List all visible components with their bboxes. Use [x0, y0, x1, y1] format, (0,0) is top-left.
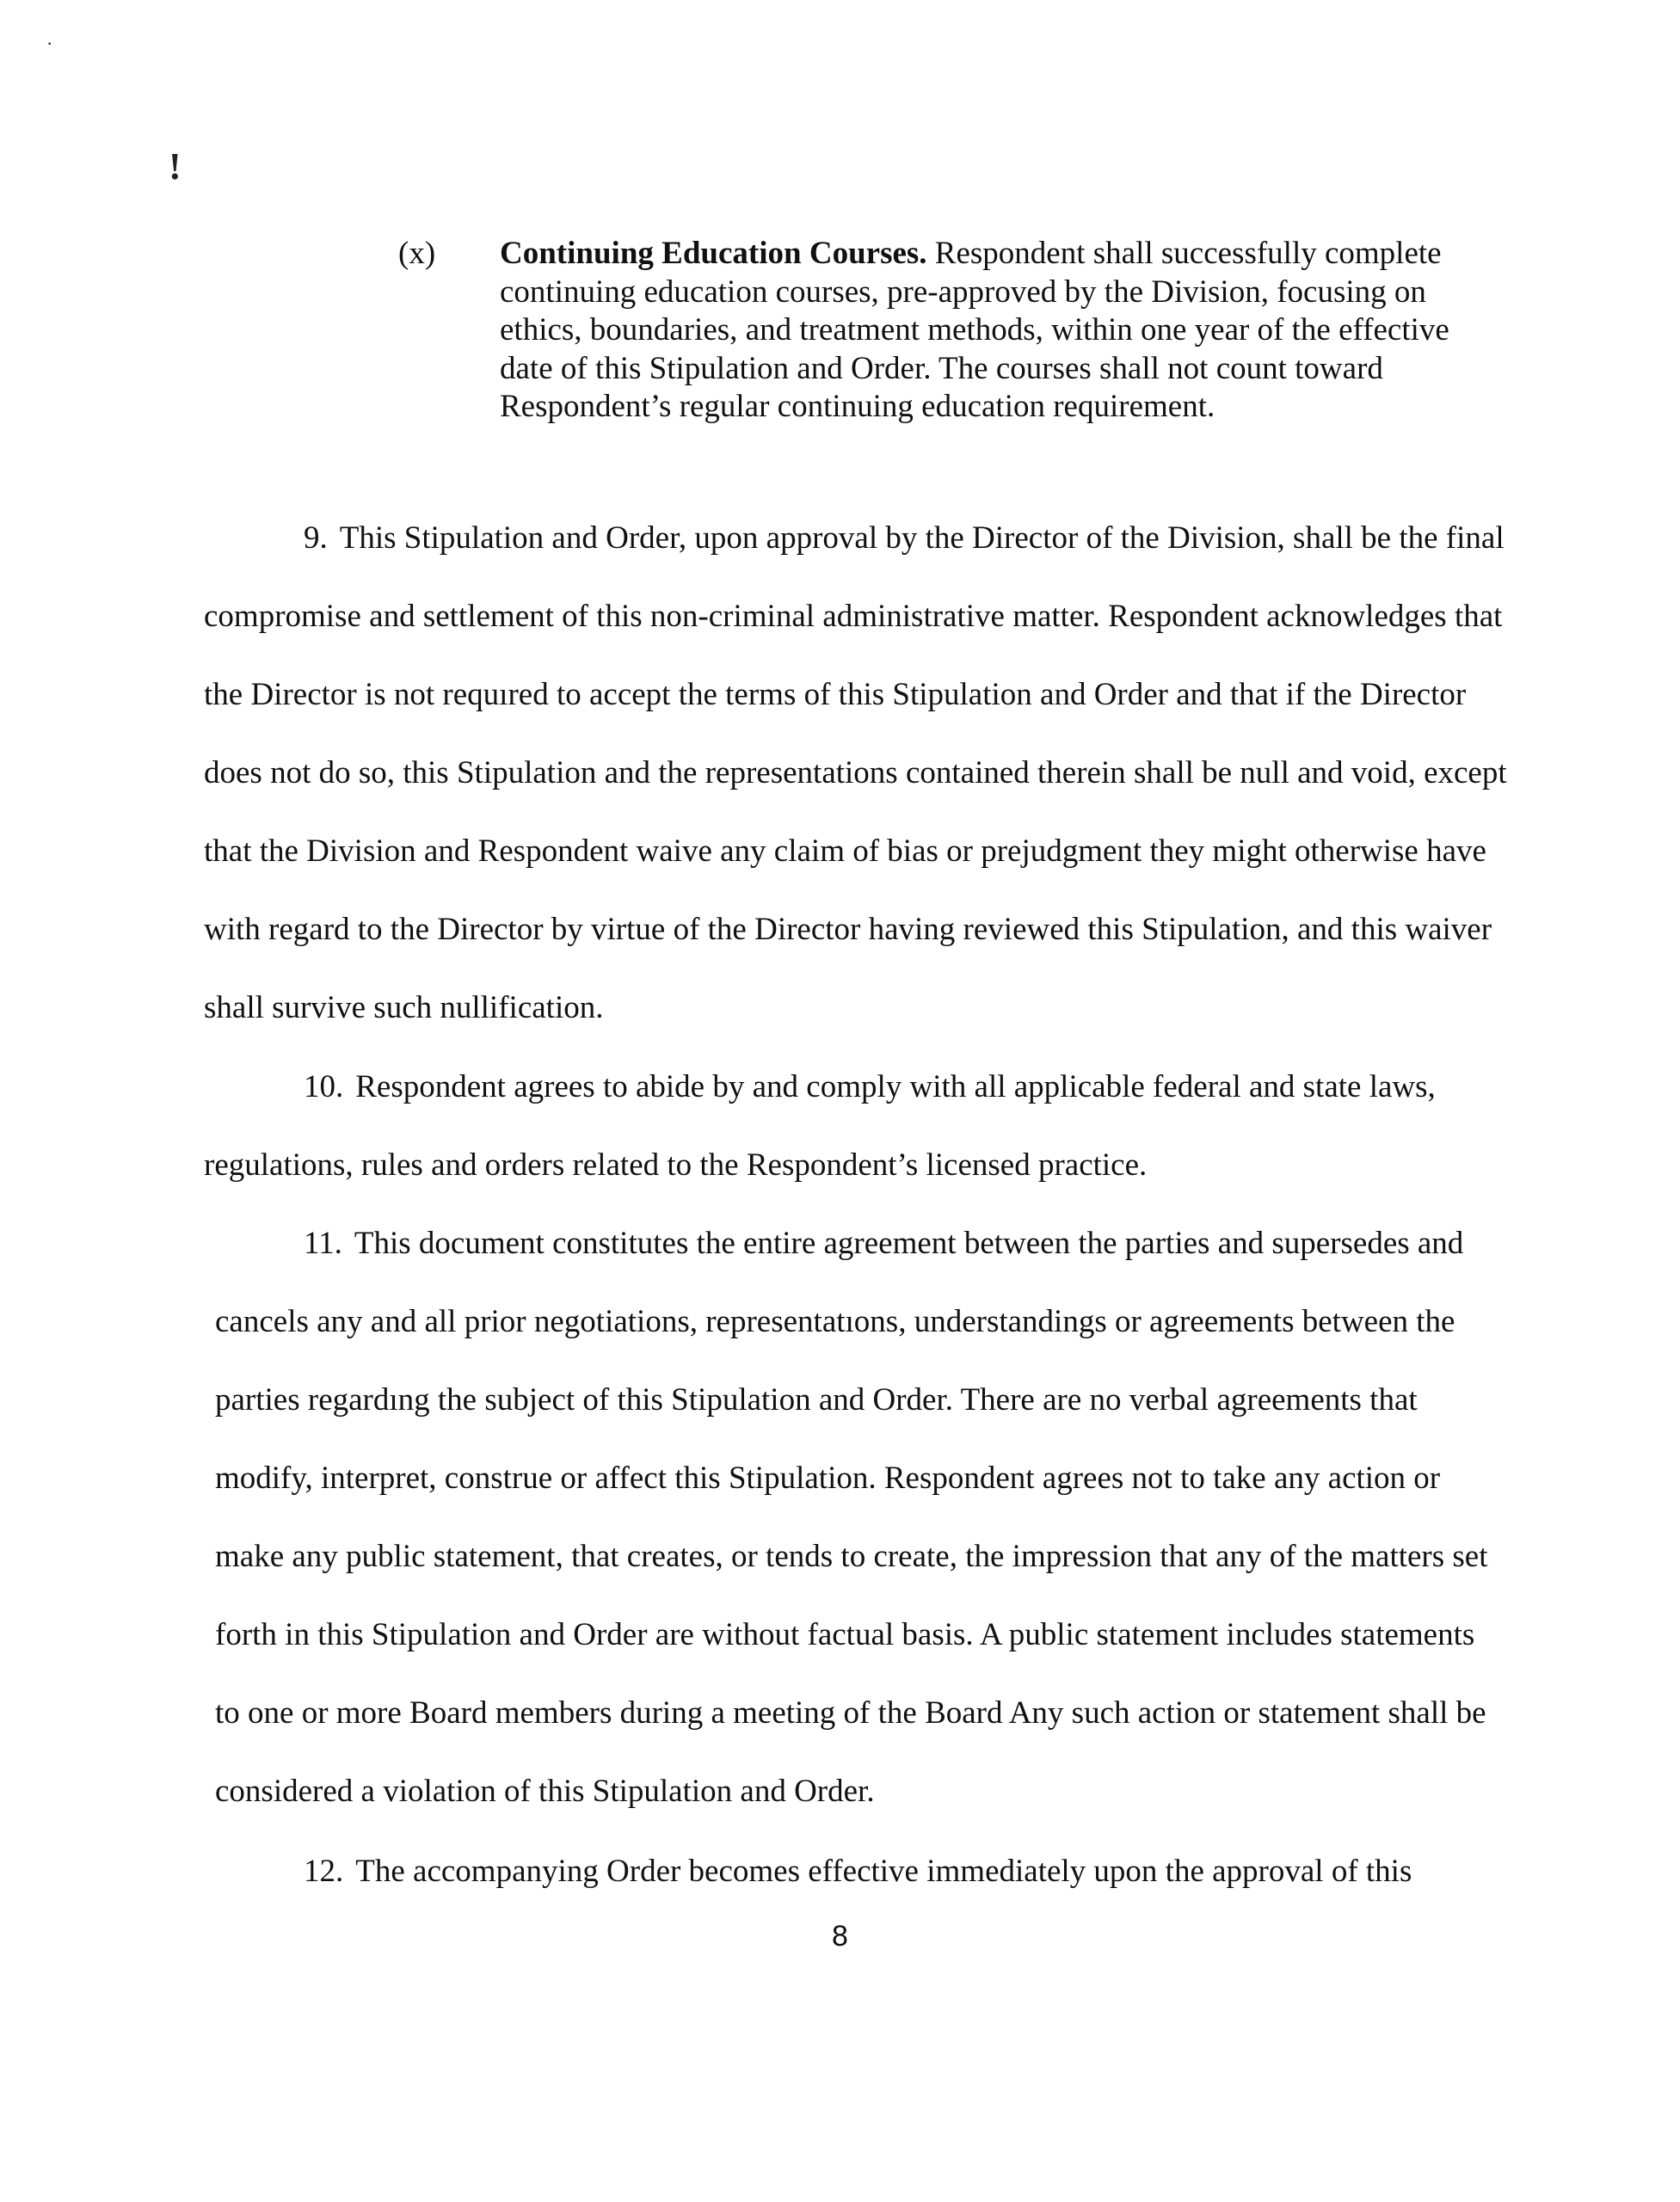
- paragraph-number: 11.: [304, 1226, 342, 1261]
- paragraph-text: Respondent agrees to abide by and comply with all applicable federal and state laws, regulations, rules and orders related to the Respondent’s licensed practice.: [204, 1069, 1436, 1183]
- paragraph-9: [204, 499, 1511, 1047]
- paragraph-10: [204, 1048, 1511, 1204]
- paragraph-number: 12.: [304, 1854, 344, 1889]
- paragraph-number: 10.: [304, 1069, 344, 1104]
- paragraph-text: The accompanying Order becomes effective immediately upon the approval of this: [355, 1854, 1412, 1889]
- paragraph-text: This document constitutes the entire agreement between the parties and supersedes and cancels any and all prior negotiations, representatıons, understandings or agreements between the parties regardıng the subject of this Stipulation and Order. There are no verbal agreements that modify, interpret, construe or affect this Stipulation. Respondent agrees not to take any action or make any public statement, that creates, or tends to create, the impression that any of the matters set forth in this Stipulation and Order are without factual basis. A public statement includes statements to one or more Board members during a meeting of the Board Any such action or statement shall be considered a violation of this Stipulation and Order.: [215, 1226, 1488, 1809]
- scan-speck: ·: [46, 33, 53, 54]
- paragraph-11: [215, 1204, 1505, 1830]
- subparagraph-body: [500, 235, 1506, 427]
- subparagraph-x: [398, 235, 1508, 427]
- page-number: 8: [832, 1920, 848, 1953]
- subparagraph-heading: Continuing Education Courses.: [500, 236, 927, 271]
- subparagraph-marker: (x): [398, 236, 436, 271]
- subparagraph-text: Respondent shall successfully complete continuing education courses, pre-approved by the Division, focusing on ethics, boundaries, and treatment methods, within one year of the effective date of this Stipulation and Order. The courses shall not count toward Respondent’s regular continuing education requirement.: [500, 236, 1449, 424]
- paragraph-text: This Stipulation and Order, upon approval by the Director of the Division, shall be the final compromise and settlement of this non-criminal administrative matter. Respondent acknowledges that the Director is not requıred to accept the terms of this Stipulation and Order and that if the Director does not do so, this Stipulation and the representations contained therein shall be null and void, except that the Division and Respondent waive any claim of bias or prejudgment they might otherwise have with regard to the Director by virtue of the Director having reviewed this Stipulation, and this waiver shall survive such nullification.: [204, 520, 1507, 1025]
- scan-mark: !: [169, 145, 182, 188]
- paragraph-number: 9.: [304, 520, 328, 556]
- paragraph-12: [215, 1832, 1505, 1910]
